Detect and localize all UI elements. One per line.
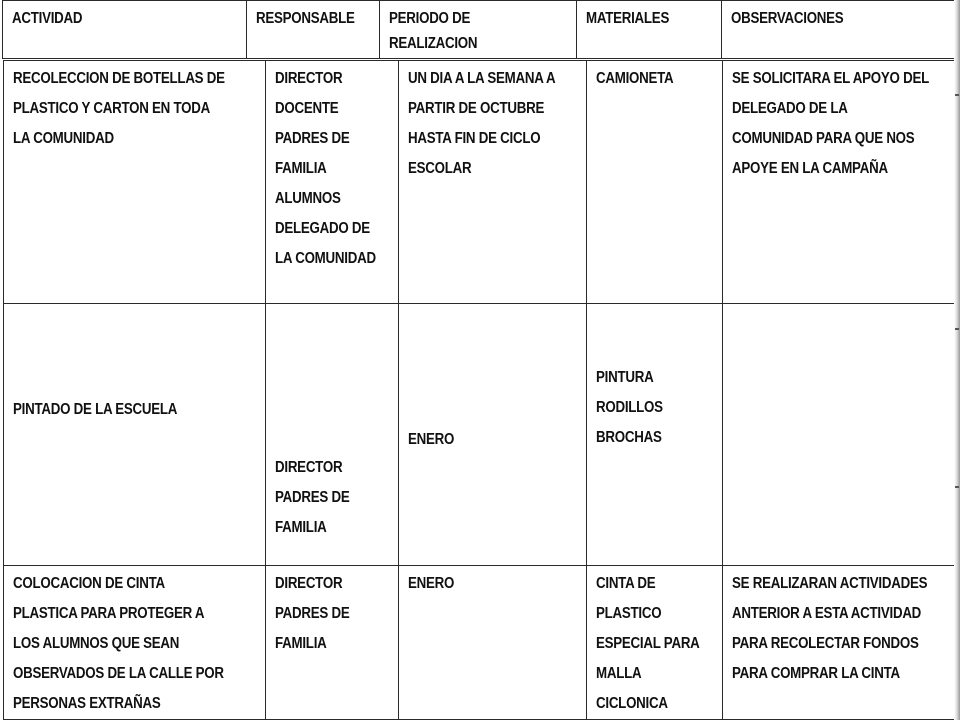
cell-observaciones xyxy=(723,304,960,566)
header-observaciones: OBSERVACIONES xyxy=(722,1,955,59)
cell-responsable: DIRECTOR DOCENTE PADRES DE FAMILIA ALUMNOS DELEGADO DE LA COMUNIDAD xyxy=(266,61,399,304)
cell-observaciones: SE SOLICITARA EL APOYO DEL DELEGADO DE LA COMUNIDAD PARA QUE NOS APOYE EN LA CAMPAÑA xyxy=(723,61,960,304)
edge-marker xyxy=(955,486,959,488)
header-row xyxy=(3,1,955,59)
cell-periodo: ENERO xyxy=(399,304,586,566)
cell-responsable: DIRECTOR PADRES DE FAMILIA xyxy=(266,566,399,720)
cell-actividad: PINTADO DE LA ESCUELA xyxy=(4,304,266,566)
header-materiales: MATERIALES xyxy=(577,1,722,59)
edge-marker xyxy=(955,94,959,96)
edge-marker xyxy=(955,328,959,330)
cell-materiales: CINTA DE PLASTICO ESPECIAL PARA MALLA CICLONICA xyxy=(586,566,722,720)
table-row xyxy=(4,566,960,720)
cell-actividad: RECOLECCION DE BOTELLAS DE PLASTICO Y CARTON EN TODA LA COMUNIDAD xyxy=(4,61,266,304)
table-row xyxy=(4,61,960,304)
cell-observaciones: SE REALIZARAN ACTIVIDADES ANTERIOR A ESTA ACTIVIDAD PARA RECOLECTAR FONDOS PARA COMPRAR LA CINTA xyxy=(723,566,960,720)
header-actividad: ACTIVIDAD xyxy=(3,1,247,59)
cell-periodo: UN DIA A LA SEMANA A PARTIR DE OCTUBRE HASTA FIN DE CICLO ESCOLAR xyxy=(399,61,586,304)
cell-materiales: PINTURA RODILLOS BROCHAS xyxy=(586,304,722,566)
header-table xyxy=(2,0,955,59)
page-edge-shadow xyxy=(954,0,960,720)
table-row xyxy=(4,304,960,566)
header-periodo: PERIODO DE REALIZACION xyxy=(380,1,577,59)
header-responsable: RESPONSABLE xyxy=(247,1,380,59)
cell-actividad: COLOCACION DE CINTA PLASTICA PARA PROTEGER A LOS ALUMNOS QUE SEAN OBSERVADOS DE LA CALLE POR PERSONAS EXTRAÑAS xyxy=(4,566,266,720)
activities-table xyxy=(3,60,960,720)
cell-materiales: CAMIONETA xyxy=(586,61,722,304)
cell-responsable: DIRECTOR PADRES DE FAMILIA xyxy=(266,304,399,566)
cell-periodo: ENERO xyxy=(399,566,586,720)
